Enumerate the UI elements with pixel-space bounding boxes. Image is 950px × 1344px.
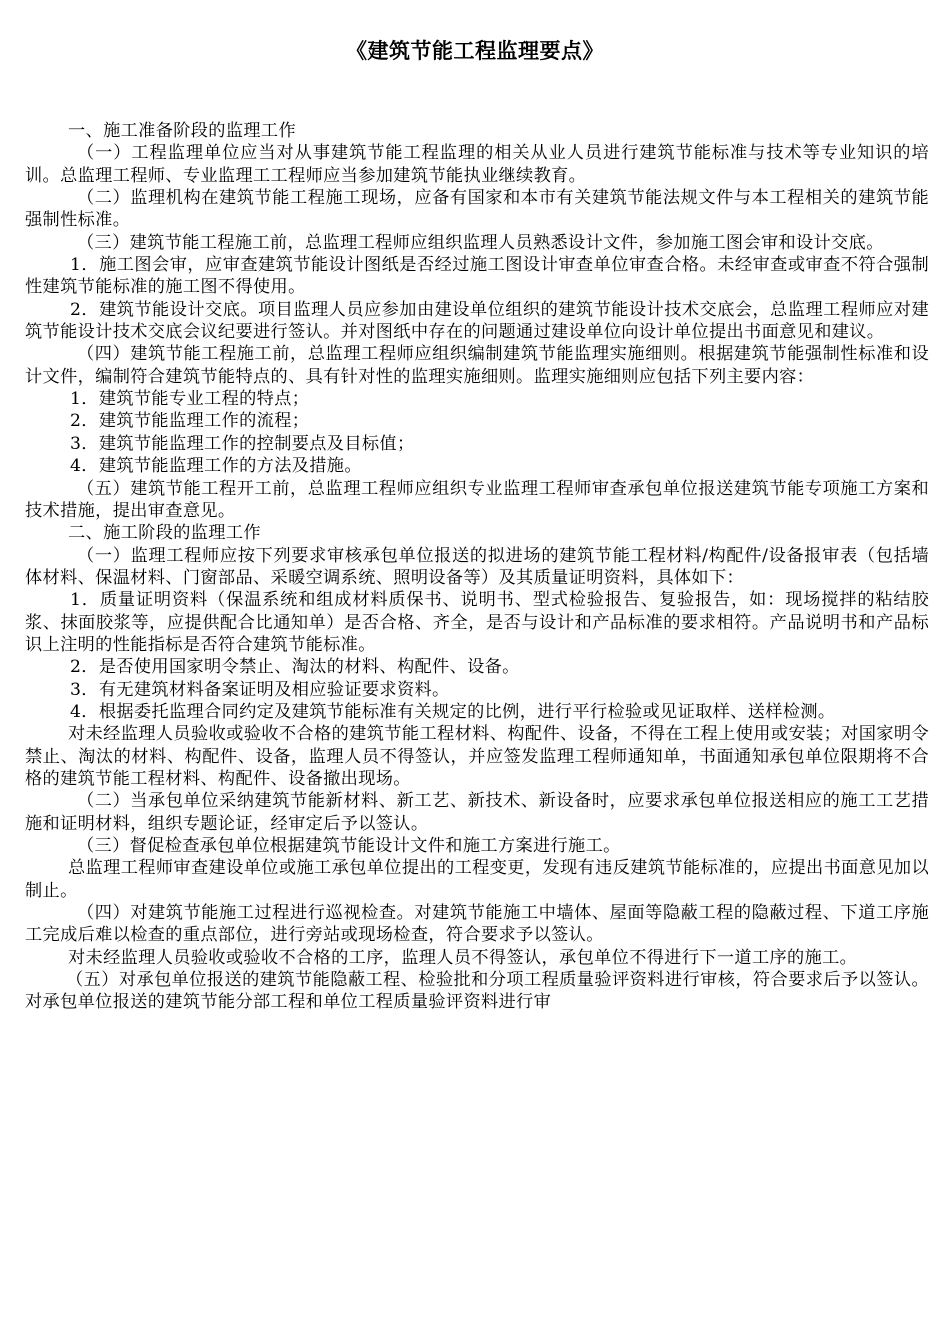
paragraph: 3．建筑节能监理工作的控制要点及目标值； [70,433,415,454]
paragraph: 1．质量证明资料（保温系统和组成材料质保书、说明书、型式检验报告、复验报告，如：现场搅拌的粘结胶浆、抹面胶浆等，应提供配合比通知单）是否合格、齐全，是否与设计和产品标准的要求相符。产品说明书和产品标识上注明的性能指标是否符合建筑节能标准。 [25,590,929,655]
document-body [25,120,929,1014]
paragraph: 4．根据委托监理合同约定及建筑节能标准有关规定的比例，进行平行检验或见证取样、送样检测。 [70,701,836,722]
paragraph: 对未经监理人员验收或验收不合格的工序，监理人员不得签认，承包单位不得进行下一道工序的施工。 [68,947,858,968]
paragraph: （四）对建筑节能施工过程进行巡视检查。对建筑节能施工中墙体、屋面等隐蔽工程的隐蔽过程、下道工序施工完成后难以检查的重点部位，进行旁站或现场检查，符合要求予以签认。 [25,903,929,946]
paragraph: 3．有无建筑材料备案证明及相应验证要求资料。 [70,679,450,700]
paragraph: 总监理工程师审查建设单位或施工承包单位提出的工程变更，发现有违反建筑节能标准的，应提出书面意见加以制止。 [25,858,929,901]
paragraph: 2．建筑节能设计交底。项目监理人员应参加由建设单位组织的建筑节能设计技术交底会，总监理工程师应对建筑节能设计技术交底会议纪要进行签认。并对图纸中存在的问题通过建设单位向设计单位提出书面意见和建议。 [25,299,929,343]
paragraph: 2．是否使用国家明令禁止、淘汰的材料、构配件、设备。 [70,657,520,678]
paragraph: （三）建筑节能工程施工前，总监理工程师应组织监理人员熟悉设计文件，参加施工图会审和设计交底。 [77,232,884,253]
paragraph: 4．建筑节能监理工作的方法及措施。 [70,456,362,477]
paragraph: 1．施工图会审，应审查建筑节能设计图纸是否经过施工图设计审查单位审查合格。未经审查或审查不符合强制性建筑节能标准的施工图不得使用。 [25,255,929,298]
paragraph: （三）督促检查承包单位根据建筑节能设计文件和施工方案进行施工。 [77,836,621,856]
paragraph: 对未经监理人员验收或验收不合格的建筑节能工程材料、构配件、设备，不得在工程上使用或安装；对国家明令禁止、淘汰的材料、构配件、设备，监理人员不得签认，并应签发监理工程师通知单，书面通知承包单位限期将不合格的建筑节能工程材料、构配件、设备撤出现场。 [25,724,929,789]
paragraph: 一、施工准备阶段的监理工作 [68,121,296,141]
paragraph: 二、施工阶段的监理工作 [68,523,261,544]
paragraph: （二）监理机构在建筑节能工程施工现场，应备有国家和本市有关建筑节能法规文件与本工程相关的建筑节能强制性标准。 [25,188,929,231]
paragraph: （五）建筑节能工程开工前，总监理工程师应组织专业监理工程师审查承包单位报送建筑节能专项施工方案和技术措施，提出审查意见。 [25,478,929,521]
paragraph: 1．建筑节能专业工程的特点； [70,389,310,410]
paragraph: （四）建筑节能工程施工前，总监理工程师应组织编制建筑节能监理实施细则。根据建筑节能强制性标准和设计文件，编制符合建筑节能特点的、具有针对性的监理实施细则。监理实施细则应包括下列主要内容： [25,344,929,387]
paragraph: 2．建筑节能监理工作的流程； [70,411,310,432]
paragraph: （五）对承包单位报送的建筑节能隐蔽工程、检验批和分项工程质量验评资料进行审核，符合要求后予以签认。对承包单位报送的建筑节能分部工程和单位工程质量验评资料进行审 [25,970,929,1013]
document-title: 《建筑节能工程监理要点》 [346,39,604,63]
paragraph: （一）工程监理单位应当对从事建筑节能工程监理的相关从业人员进行建筑节能标准与技术等专业知识的培训。总监理工程师、专业监理工工程师应当参加建筑节能执业继续教育。 [25,143,929,186]
paragraph: （二）当承包单位采纳建筑节能新材料、新工艺、新技术、新设备时，应要求承包单位报送相应的施工工艺措施和证明材料，组织专题论证，经审定后予以签认。 [25,791,929,834]
paragraph: （一）监理工程师应按下列要求审核承包单位报送的拟进场的建筑节能工程材料/构配件/设备报审表（包括墙体材料、保温材料、门窗部品、采暖空调系统、照明设备等）及其质量证明资料，具体如下： [25,545,929,588]
